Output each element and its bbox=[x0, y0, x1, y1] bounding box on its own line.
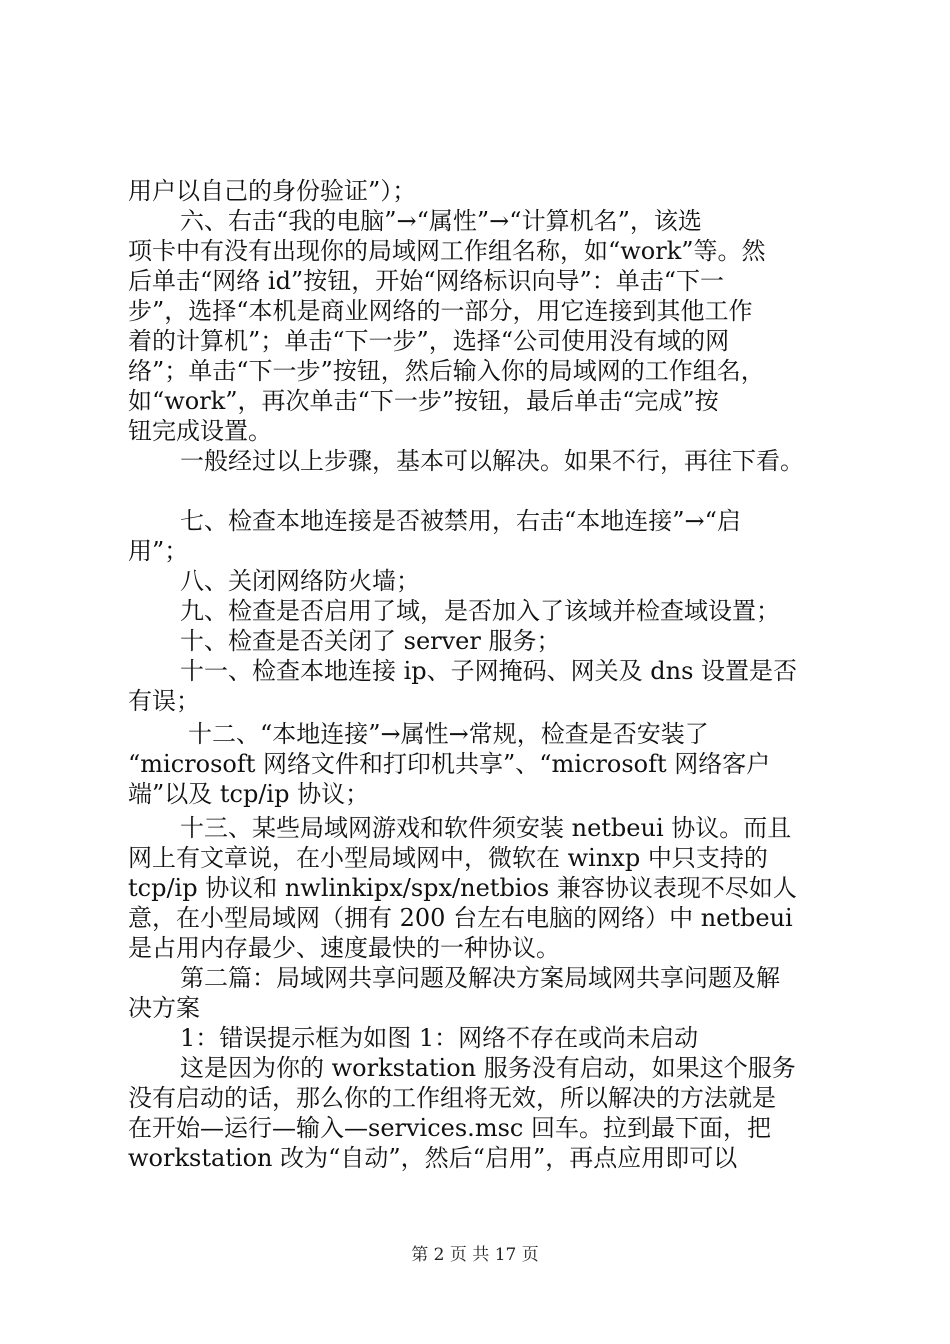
text-line: 第二篇：局域网共享问题及解决方案局域网共享问题及解 bbox=[180, 964, 780, 992]
text-line: 这是因为你的 workstation 服务没有启动，如果这个服务 bbox=[180, 1054, 796, 1082]
text-line: 项卡中有没有出现你的局域网工作组名称，如“work”等。然 bbox=[128, 237, 766, 265]
text-line: 八、关闭网络防火墙； bbox=[180, 567, 420, 595]
text-line: 有误； bbox=[128, 687, 200, 715]
text-line: 用”； bbox=[128, 537, 189, 565]
text-line: 决方案 bbox=[128, 994, 200, 1022]
text-line: 1：错误提示框为如图 1：网络不存在或尚未启动 bbox=[180, 1024, 699, 1052]
text-line: 络”；单击“下一步”按钮，然后输入你的局域网的工作组名， bbox=[128, 357, 765, 385]
text-line: 网上有文章说，在小型局域网中，微软在 winxp 中只支持的 bbox=[128, 844, 768, 872]
text-line: 端”以及 tcp/ip 协议； bbox=[128, 780, 370, 808]
text-line: “microsoft 网络文件和打印机共享”、“microsoft 网络客户 bbox=[128, 750, 771, 778]
text-line: 钮完成设置。 bbox=[128, 417, 272, 445]
text-line: 在开始—运行—输入—services.msc 回车。拉到最下面，把 bbox=[128, 1114, 771, 1142]
text-line: workstation 改为“自动”，然后“启用”，再点应用即可以 bbox=[128, 1144, 738, 1172]
text-line: 意，在小型局域网（拥有 200 台左右电脑的网络）中 netbeui bbox=[128, 904, 793, 932]
text-line: 是占用内存最少、速度最快的一种协议。 bbox=[128, 934, 560, 962]
text-line: 六、右击“我的电脑”→“属性”→“计算机名”，该选 bbox=[180, 207, 702, 235]
text-line: 九、检查是否启用了域，是否加入了该域并检查域设置； bbox=[180, 597, 780, 625]
text-line: 如“work”，再次单击“下一步”按钮，最后单击“完成”按 bbox=[128, 387, 719, 415]
text-line: 没有启动的话，那么你的工作组将无效，所以解决的方法就是 bbox=[128, 1084, 776, 1112]
text-line: 后单击“网络 id”按钮，开始“网络标识向导”：单击“下一 bbox=[128, 267, 725, 295]
text-line: 一般经过以上步骤，基本可以解决。如果不行，再往下看。 bbox=[180, 447, 804, 475]
text-line: 十三、某些局域网游戏和软件须安装 netbeui 协议。而且 bbox=[180, 814, 792, 842]
text-line: 着的计算机”；单击“下一步”，选择“公司使用没有域的网 bbox=[128, 327, 730, 355]
text-line: 步”，选择“本机是商业网络的一部分，用它连接到其他工作 bbox=[128, 297, 753, 325]
text-line: 用户以自己的身份验证”）； bbox=[128, 177, 417, 205]
page-number-footer: 第 2 页 共 17 页 bbox=[411, 1245, 539, 1265]
text-line: 十、检查是否关闭了 server 服务； bbox=[180, 627, 561, 655]
text-line: 七、检查本地连接是否被禁用，右击“本地连接”→“启 bbox=[180, 507, 741, 535]
text-line: tcp/ip 协议和 nwlinkipx/spx/netbios 兼容协议表现不尽如人 bbox=[128, 874, 797, 902]
text-line: 十二、“本地连接”→属性→常规，检查是否安装了 bbox=[188, 720, 709, 748]
text-line: 十一、检查本地连接 ip、子网掩码、网关及 dns 设置是否 bbox=[180, 657, 798, 685]
